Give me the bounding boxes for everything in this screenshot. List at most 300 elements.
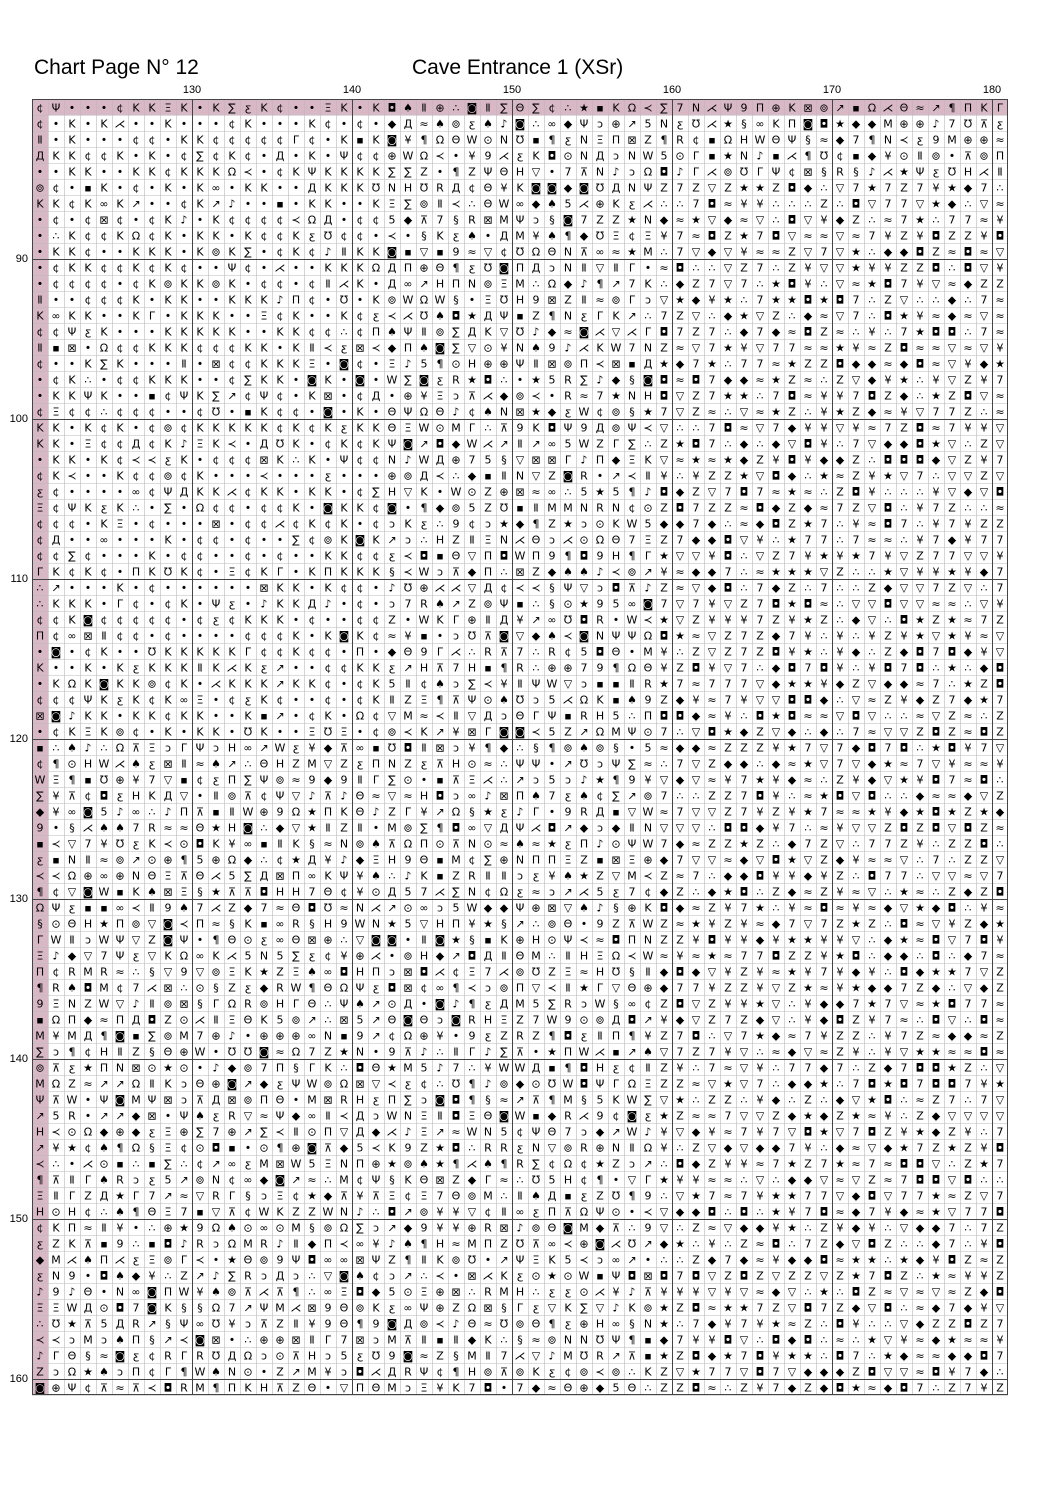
stitch-symbol: ◘	[964, 822, 973, 835]
stitch-symbol: ▽	[836, 1190, 845, 1203]
stitch-symbol: ≺	[51, 838, 60, 851]
stitch-symbol: •	[293, 198, 300, 211]
stitch-symbol: Π	[292, 870, 300, 883]
stitch-symbol: ¢	[261, 630, 268, 643]
stitch-symbol: H	[612, 550, 620, 563]
stitch-symbol: ⊕	[515, 934, 524, 947]
stitch-symbol: ◆	[804, 1366, 813, 1379]
stitch-symbol: ¥	[661, 470, 668, 483]
stitch-symbol: •	[309, 694, 316, 707]
stitch-symbol: 7	[757, 1302, 764, 1315]
stitch-symbol: ↄ	[421, 1094, 427, 1107]
stitch-symbol: ƹ	[469, 118, 475, 131]
stitch-symbol: ♠	[435, 310, 445, 323]
stitch-symbol: ♪	[340, 854, 347, 867]
stitch-symbol: •	[181, 518, 188, 531]
stitch-symbol: Ω	[580, 694, 588, 707]
stitch-symbol: 9	[341, 774, 348, 787]
stitch-symbol: K	[212, 214, 220, 227]
stitch-symbol: ▽	[740, 1046, 749, 1059]
stitch-symbol: ★	[947, 662, 957, 675]
stitch-symbol: ∑	[500, 102, 508, 115]
stitch-symbol: K	[596, 694, 604, 707]
stitch-symbol: ≈	[675, 870, 684, 883]
stitch-symbol: 7	[741, 1350, 748, 1363]
stitch-symbol: H	[644, 390, 652, 403]
stitch-symbol: ¢	[277, 230, 284, 243]
stitch-symbol: Z	[132, 1046, 140, 1059]
stitch-symbol: Z	[660, 182, 668, 195]
stitch-symbol: ▪	[100, 902, 107, 915]
stitch-symbol: 5	[245, 950, 252, 963]
stitch-symbol: •	[613, 614, 620, 627]
stitch-symbol: ¥	[869, 1222, 876, 1235]
stitch-symbol: ▽	[788, 1126, 797, 1139]
stitch-symbol: ↄ	[597, 822, 603, 835]
stitch-symbol: Ψ	[180, 1110, 189, 1123]
stitch-symbol: K	[180, 678, 188, 691]
stitch-symbol: Z	[676, 1302, 684, 1315]
stitch-symbol: ∴	[821, 374, 828, 387]
stitch-symbol: Ω	[420, 150, 428, 163]
stitch-symbol: ⊼	[324, 1142, 332, 1155]
stitch-symbol: ¥	[661, 646, 668, 659]
stitch-symbol: ⊙	[579, 1286, 588, 1299]
stitch-symbol: •	[373, 470, 380, 483]
stitch-symbol: Z	[804, 1158, 812, 1171]
stitch-symbol: 5	[645, 118, 652, 131]
stitch-symbol: Ω	[68, 1366, 76, 1379]
stitch-symbol: ℧	[388, 742, 397, 755]
stitch-symbol: ◘	[452, 310, 461, 323]
stitch-symbol: R	[420, 598, 428, 611]
stitch-symbol: ⊼	[196, 806, 204, 819]
stitch-symbol: ∴	[677, 646, 684, 659]
stitch-symbol: ¥	[837, 934, 844, 947]
stitch-symbol: K	[116, 470, 124, 483]
stitch-symbol: ƹ	[549, 1286, 555, 1299]
stitch-symbol: ∴	[789, 1094, 796, 1107]
stitch-symbol: •	[453, 1030, 460, 1043]
stitch-symbol: ¥	[133, 774, 140, 787]
stitch-symbol: K	[212, 646, 220, 659]
stitch-symbol: ∴	[133, 966, 140, 979]
stitch-symbol: Γ	[533, 806, 540, 819]
stitch-symbol: ≈	[499, 1094, 508, 1107]
stitch-symbol: K	[260, 374, 268, 387]
stitch-symbol: ◘	[836, 1014, 845, 1027]
stitch-symbol: Ⅱ	[197, 662, 202, 675]
stitch-symbol: ∴	[853, 1334, 860, 1347]
stitch-symbol: ◘	[772, 518, 781, 531]
stitch-symbol: ∴	[53, 1158, 60, 1171]
stitch-symbol: ◆	[964, 886, 973, 899]
stitch-symbol: Z	[948, 710, 956, 723]
stitch-symbol: ¥	[229, 838, 236, 851]
stitch-symbol: ¶	[453, 1158, 460, 1171]
stitch-symbol: Z	[660, 1382, 668, 1395]
stitch-symbol: M	[83, 1334, 93, 1347]
stitch-symbol: M	[563, 502, 573, 515]
stitch-symbol: ¥	[725, 1046, 732, 1059]
stitch-symbol: M	[515, 998, 525, 1011]
stitch-symbol: Ω	[644, 1142, 652, 1155]
stitch-symbol: Д	[212, 1094, 221, 1107]
stitch-symbol: ƹ	[917, 134, 923, 147]
stitch-symbol: ℧	[212, 1318, 221, 1331]
stitch-symbol: Θ	[452, 550, 461, 563]
stitch-symbol: ⊙	[243, 934, 252, 947]
stitch-symbol: 7	[693, 198, 700, 211]
stitch-symbol: ⋌	[403, 310, 414, 323]
stitch-symbol: ♠	[419, 342, 429, 355]
stitch-symbol: •	[245, 326, 252, 339]
stitch-symbol: •	[341, 390, 348, 403]
stitch-symbol: ∑	[164, 502, 172, 515]
stitch-symbol: ♪	[388, 1238, 395, 1251]
stitch-symbol: ¥	[853, 774, 860, 787]
stitch-symbol: ★	[979, 694, 989, 707]
stitch-symbol: 7	[709, 326, 716, 339]
stitch-symbol: K	[132, 294, 140, 307]
stitch-symbol: ▽	[404, 486, 413, 499]
stitch-symbol: K	[52, 566, 60, 579]
stitch-symbol: ◙	[275, 1174, 286, 1187]
stitch-symbol: ◆	[548, 326, 557, 339]
stitch-symbol: ≈	[707, 1110, 716, 1123]
stitch-symbol: R	[836, 166, 844, 179]
stitch-symbol: ∴	[885, 1254, 892, 1267]
stitch-symbol: ◘	[884, 502, 893, 515]
stitch-symbol: ◘	[948, 902, 957, 915]
stitch-symbol: K	[212, 326, 220, 339]
stitch-symbol: ≈	[867, 854, 876, 867]
stitch-symbol: ¢	[149, 582, 156, 595]
stitch-symbol: ⊙	[547, 934, 556, 947]
stitch-symbol: Z	[836, 566, 844, 579]
stitch-symbol: ƹ	[85, 326, 91, 339]
stitch-symbol: ¥	[965, 422, 972, 435]
stitch-symbol: K	[308, 566, 316, 579]
stitch-symbol: ⋌	[115, 118, 126, 131]
stitch-symbol: Z	[852, 214, 860, 227]
stitch-symbol: ★	[947, 566, 957, 579]
stitch-symbol: K	[100, 726, 108, 739]
stitch-symbol: ≺	[515, 582, 524, 595]
stitch-symbol: ⊠	[355, 1254, 364, 1267]
stitch-symbol: ◆	[596, 1382, 605, 1395]
stitch-symbol: ★	[787, 294, 797, 307]
stitch-symbol: 7	[677, 1270, 684, 1283]
stitch-symbol: M	[387, 1334, 397, 1347]
stitch-symbol: ◆	[100, 1126, 109, 1139]
stitch-symbol: K	[164, 230, 172, 243]
stitch-symbol: ◙	[339, 630, 350, 643]
stitch-symbol: Ψ	[356, 982, 365, 995]
stitch-symbol: ♠	[147, 886, 157, 899]
stitch-symbol: ƹ	[677, 118, 683, 131]
stitch-symbol: Z	[980, 470, 988, 483]
stitch-symbol: ≈	[803, 342, 812, 355]
stitch-symbol: Ⅱ	[117, 1046, 122, 1059]
stitch-symbol: •	[69, 102, 76, 115]
stitch-symbol: •	[341, 374, 348, 387]
stitch-symbol: ◘	[660, 902, 669, 915]
stitch-symbol: •	[101, 598, 108, 611]
stitch-symbol: ◆	[804, 502, 813, 515]
stitch-symbol: 7	[693, 1318, 700, 1331]
stitch-symbol: ◆	[660, 982, 669, 995]
stitch-symbol: ⊙	[563, 1270, 572, 1283]
stitch-symbol: ◆	[772, 662, 781, 675]
stitch-symbol: 7	[741, 646, 748, 659]
stitch-symbol: ★	[931, 966, 941, 979]
stitch-symbol: K	[84, 262, 92, 275]
stitch-symbol: ◙	[51, 710, 62, 723]
stitch-symbol: ≺	[531, 726, 540, 739]
stitch-symbol: ⊼	[84, 1318, 92, 1331]
stitch-symbol: Γ	[565, 454, 572, 467]
stitch-symbol: ¥	[517, 614, 524, 627]
stitch-symbol: ★	[835, 342, 845, 355]
stitch-symbol: ¢	[53, 262, 60, 275]
stitch-symbol: Ω	[132, 1142, 140, 1155]
stitch-symbol: K	[68, 134, 76, 147]
stitch-symbol: ↗	[643, 1014, 652, 1027]
stitch-symbol: ƹ	[581, 1030, 587, 1043]
stitch-symbol: ◆	[532, 1382, 541, 1395]
stitch-symbol: Ⅱ	[181, 358, 186, 371]
stitch-symbol: ◙	[403, 1350, 414, 1363]
stitch-symbol: ◘	[692, 438, 701, 451]
stitch-symbol: ¢	[133, 406, 140, 419]
stitch-symbol: ▽	[932, 630, 941, 643]
stitch-symbol: Z	[820, 1238, 828, 1251]
stitch-symbol: ★	[851, 1254, 861, 1267]
stitch-symbol: Z	[964, 406, 972, 419]
stitch-symbol: Ⅱ	[309, 342, 314, 355]
stitch-symbol: M	[35, 1030, 45, 1043]
stitch-symbol: ∴	[789, 998, 796, 1011]
stitch-symbol: Z	[548, 518, 556, 531]
stitch-symbol: ★	[915, 630, 925, 643]
stitch-symbol: ∴	[149, 806, 156, 819]
stitch-symbol: ⊚	[323, 1078, 332, 1091]
stitch-symbol: Z	[692, 1046, 700, 1059]
stitch-symbol: Ψ	[500, 310, 509, 323]
stitch-symbol: ◘	[948, 1254, 957, 1267]
stitch-symbol: ¥	[709, 614, 716, 627]
stitch-symbol: ◘	[740, 486, 749, 499]
stitch-symbol: Z	[420, 1142, 428, 1155]
stitch-symbol: ∴	[677, 726, 684, 739]
stitch-symbol: 7	[533, 1014, 540, 1027]
stitch-symbol: Z	[836, 1302, 844, 1315]
stitch-symbol: W	[547, 678, 558, 691]
stitch-symbol: ¢	[197, 342, 204, 355]
stitch-symbol: ↗	[115, 1110, 124, 1123]
stitch-symbol: ↗	[435, 1126, 444, 1139]
stitch-symbol: 9	[485, 150, 492, 163]
stitch-symbol: Д	[436, 454, 445, 467]
stitch-symbol: ▽	[884, 774, 893, 787]
stitch-symbol: ★	[227, 1254, 237, 1267]
stitch-symbol: Ψ	[68, 502, 77, 515]
stitch-symbol: ¥	[725, 1286, 732, 1299]
stitch-symbol: ⊚	[243, 1094, 252, 1107]
stitch-symbol: ¥	[981, 902, 988, 915]
stitch-symbol: ▽	[980, 486, 989, 499]
stitch-symbol: •	[181, 182, 188, 195]
stitch-symbol: ¢	[85, 1382, 92, 1395]
stitch-symbol: ∴	[469, 646, 476, 659]
stitch-symbol: ⋌	[707, 166, 718, 179]
stitch-symbol: ¢	[277, 102, 284, 115]
stitch-symbol: 7	[661, 406, 668, 419]
stitch-symbol: K	[180, 454, 188, 467]
stitch-symbol: 7	[949, 422, 956, 435]
stitch-symbol: ≺	[227, 438, 236, 451]
stitch-symbol: ⊙	[179, 1062, 188, 1075]
stitch-symbol: Z	[836, 1110, 844, 1123]
stitch-symbol: 9	[453, 246, 460, 259]
stitch-symbol: ◆	[980, 358, 989, 371]
stitch-symbol: ◘	[724, 550, 733, 563]
stitch-symbol: ◆	[436, 502, 445, 515]
stitch-symbol: Ⅱ	[421, 1334, 426, 1347]
stitch-symbol: ∞	[307, 1030, 316, 1043]
stitch-symbol: ƹ	[565, 838, 571, 851]
stitch-symbol: ∴	[245, 1334, 252, 1347]
stitch-symbol: •	[357, 102, 364, 115]
stitch-symbol: K	[196, 390, 204, 403]
stitch-symbol: ⋌	[451, 646, 462, 659]
stitch-symbol: 7	[677, 326, 684, 339]
stitch-symbol: K	[84, 422, 92, 435]
stitch-symbol: ▽	[340, 1126, 349, 1139]
stitch-symbol: K	[164, 118, 172, 131]
stitch-symbol: ≈	[179, 1190, 188, 1203]
stitch-symbol: ◘	[772, 646, 781, 659]
stitch-symbol: •	[37, 374, 44, 387]
stitch-symbol: ¥	[453, 726, 460, 739]
stitch-symbol: K	[244, 342, 252, 355]
stitch-symbol: 5	[405, 886, 412, 899]
stitch-symbol: ∴	[693, 1062, 700, 1075]
stitch-symbol: Π	[548, 1206, 556, 1219]
stitch-symbol: ∞	[323, 1254, 332, 1267]
stitch-symbol: Π	[228, 1382, 236, 1395]
stitch-symbol: K	[644, 454, 652, 467]
stitch-symbol: 7	[885, 198, 892, 211]
stitch-symbol: ★	[83, 1062, 93, 1075]
stitch-symbol: Ⅱ	[501, 1206, 506, 1219]
stitch-symbol: Π	[116, 918, 124, 931]
stitch-symbol: Π	[356, 1382, 364, 1395]
stitch-symbol: Z	[692, 646, 700, 659]
stitch-symbol: ¥	[757, 198, 764, 211]
stitch-symbol: Z	[788, 374, 796, 387]
stitch-symbol: ⊙	[51, 1206, 60, 1219]
stitch-symbol: ▽	[852, 934, 861, 947]
stitch-symbol: K	[372, 534, 380, 547]
stitch-symbol: 9	[117, 1238, 124, 1251]
stitch-symbol: K	[116, 422, 124, 435]
stitch-symbol: Д	[132, 1014, 141, 1027]
stitch-symbol: ◘	[468, 950, 477, 963]
stitch-symbol: ★	[67, 1318, 77, 1331]
stitch-symbol: ≈	[595, 294, 604, 307]
stitch-symbol: 7	[741, 806, 748, 819]
stitch-symbol: ▽	[724, 1222, 733, 1235]
stitch-symbol: Ξ	[421, 1110, 428, 1123]
stitch-symbol: ¢	[629, 1062, 636, 1075]
stitch-symbol: ⊠	[515, 566, 524, 579]
stitch-symbol: ≈	[851, 886, 860, 899]
stitch-symbol: R	[564, 390, 572, 403]
stitch-symbol: Γ	[309, 1062, 316, 1075]
stitch-symbol: Д	[276, 1270, 285, 1283]
stitch-symbol: §	[309, 918, 315, 931]
stitch-symbol: ◘	[676, 966, 685, 979]
stitch-symbol: ¥	[149, 1270, 156, 1283]
stitch-symbol: ∴	[293, 454, 300, 467]
stitch-symbol: ∞	[355, 742, 364, 755]
stitch-symbol: ◘	[820, 662, 829, 675]
stitch-symbol: ♠	[131, 758, 141, 771]
stitch-symbol: ¥	[693, 1334, 700, 1347]
stitch-symbol: •	[133, 326, 140, 339]
stitch-symbol: Ξ	[629, 854, 636, 867]
stitch-symbol: ≈	[659, 742, 668, 755]
stitch-symbol: ◘	[756, 1366, 765, 1379]
stitch-symbol: 7	[789, 342, 796, 355]
stitch-symbol: 7	[677, 758, 684, 771]
stitch-symbol: •	[261, 1366, 268, 1379]
stitch-symbol: ⊼	[452, 694, 460, 707]
stitch-symbol: ≺	[627, 470, 636, 483]
stitch-symbol: K	[100, 646, 108, 659]
stitch-symbol: ◘	[452, 1110, 461, 1123]
stitch-symbol: ↗	[451, 950, 460, 963]
stitch-symbol: ◆	[884, 582, 893, 595]
stitch-symbol: •	[133, 150, 140, 163]
stitch-symbol: 7	[677, 982, 684, 995]
stitch-symbol: Z	[692, 1254, 700, 1267]
stitch-symbol: ∴	[757, 1206, 764, 1219]
stitch-symbol: R	[228, 1110, 236, 1123]
stitch-symbol: ◘	[852, 486, 861, 499]
stitch-symbol: ♪	[260, 598, 267, 611]
stitch-symbol: ⋌	[595, 1046, 606, 1059]
stitch-symbol: ¢	[53, 966, 60, 979]
stitch-symbol: Д	[532, 262, 541, 275]
stitch-symbol: ★	[803, 934, 813, 947]
stitch-symbol: ⊚	[163, 422, 172, 435]
stitch-symbol: N	[324, 1030, 332, 1043]
stitch-symbol: ∴	[917, 518, 924, 531]
stitch-symbol: ¥	[837, 822, 844, 835]
stitch-symbol: ∑	[452, 886, 460, 899]
stitch-symbol: ⊕	[899, 118, 908, 131]
stitch-symbol: ¢	[277, 166, 284, 179]
stitch-symbol: ◘	[356, 1062, 365, 1075]
stitch-symbol: ⊠	[451, 1286, 460, 1299]
stitch-symbol: ⊚	[211, 966, 220, 979]
stitch-symbol: •	[37, 230, 44, 243]
stitch-symbol: ≈	[723, 1174, 732, 1187]
stitch-symbol: ▽	[980, 790, 989, 803]
